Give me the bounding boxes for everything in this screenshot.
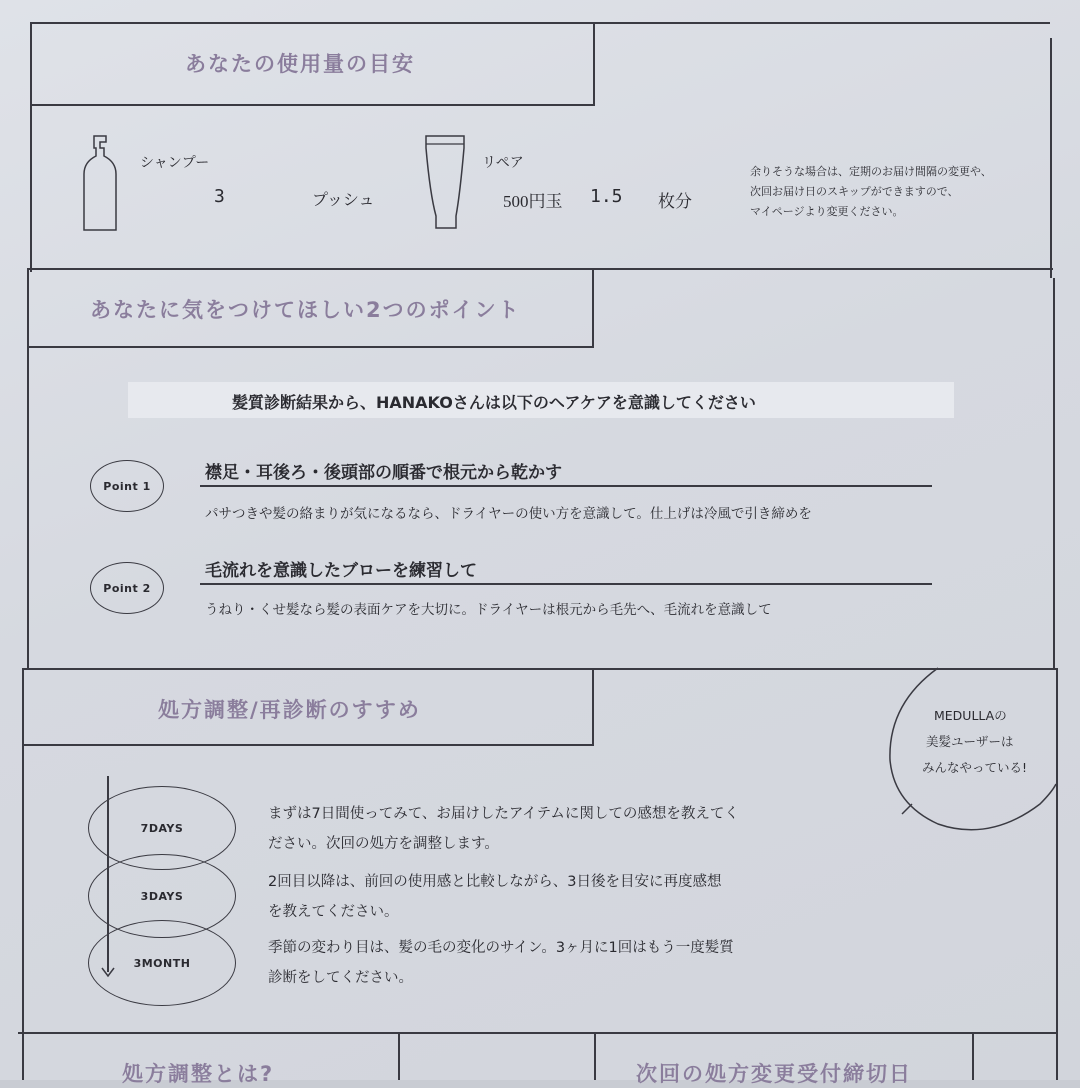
section-rule (1050, 38, 1052, 278)
point-2-heading: 毛流れを意識したブローを練習して (205, 561, 477, 581)
title-tab-rule (592, 668, 594, 746)
repair-amount: 1.5 (590, 186, 623, 207)
point-2-body: うねり・くせ髪なら髪の表面ケアを大切に。ドライヤーは根元から毛先へ、毛流れを意識して (205, 602, 772, 618)
point-2-underline (200, 583, 932, 585)
title-tab-rule (27, 346, 594, 348)
point-1-heading: 襟足・耳後ろ・後頭部の順番で根元から乾かす (205, 463, 562, 483)
title-tab-rule (592, 268, 594, 348)
step-3days-oval: 3DAYS (88, 854, 236, 938)
repair-unit: 枚分 (658, 192, 692, 212)
section-rule (22, 668, 24, 1080)
point-1-badge: Point 1 (90, 460, 164, 512)
footer-left-title: 処方調整とは? (122, 1062, 275, 1086)
repair-coin: 500円玉 (503, 192, 563, 211)
title-tab-rule (30, 104, 595, 106)
bubble-line: 美髪ユーザーは (926, 734, 1014, 749)
section-rule (398, 1032, 400, 1080)
step-7days-oval: 7DAYS (88, 786, 236, 870)
step-3days-text: を教えてください。 (268, 904, 399, 920)
repair-tube-icon (424, 134, 466, 230)
step-3month-text: 季節の変わり目は、髪の毛の変化のサイン。3ヶ月に1回はもう一度髪質 (268, 940, 734, 956)
section-rule (30, 22, 1050, 24)
usage-title: あなたの使用量の目安 (185, 52, 415, 76)
prescription-title: 処方調整/再診断のすすめ (158, 698, 421, 722)
section-rule (1053, 278, 1055, 670)
step-3month-oval: 3MONTH (88, 920, 236, 1006)
title-tab-rule (22, 744, 594, 746)
section-rule (18, 1032, 1058, 1034)
repair-label: リペア (482, 155, 524, 171)
shampoo-label: シャンプー (140, 155, 210, 171)
step-7days-text: ださい。次回の処方を調整します。 (268, 836, 499, 852)
shampoo-amount: 3 (214, 186, 225, 207)
section-rule (27, 268, 1053, 270)
point-1-body: パサつきや髪の絡まりが気になるなら、ドライヤーの使い方を意識して。仕上げは冷風で引き締めを (205, 506, 812, 522)
skip-note-line: 余りそうな場合は、定期のお届け間隔の変更や、 (750, 165, 992, 178)
section-rule (972, 1032, 974, 1080)
shampoo-unit: プッシュ (312, 190, 375, 209)
section-rule (1056, 668, 1058, 1080)
skip-note-line: 次回お届け日のスキップができますので、 (750, 185, 959, 198)
bubble-line: みんなやっている! (922, 760, 1028, 775)
step-3month-text: 診断をしてください。 (268, 970, 413, 986)
skip-note-line: マイページより変更ください。 (750, 205, 904, 218)
points-intro: 髪質診断結果から、HANAKOさんは以下のヘアケアを意識してください (232, 393, 756, 412)
step-3days-text: 2回目以降は、前回の使用感と比較しながら、3日後を目安に再度感想 (268, 874, 722, 890)
step-7days-text: まずは7日間使ってみて、お届けしたアイテムに関しての感想を教えてく (268, 806, 739, 822)
section-rule (30, 22, 32, 272)
points-title: あなたに気をつけてほしい2つのポイント (90, 298, 521, 322)
bubble-line: MEDULLAの (934, 708, 1007, 723)
point-1-underline (200, 485, 932, 487)
footer-right-title: 次回の処方変更受付締切日 (636, 1062, 912, 1086)
title-tab-rule (593, 24, 595, 106)
section-rule (27, 268, 29, 670)
point-2-badge: Point 2 (90, 562, 164, 614)
section-rule (594, 1032, 596, 1080)
shampoo-bottle-icon (80, 134, 120, 234)
